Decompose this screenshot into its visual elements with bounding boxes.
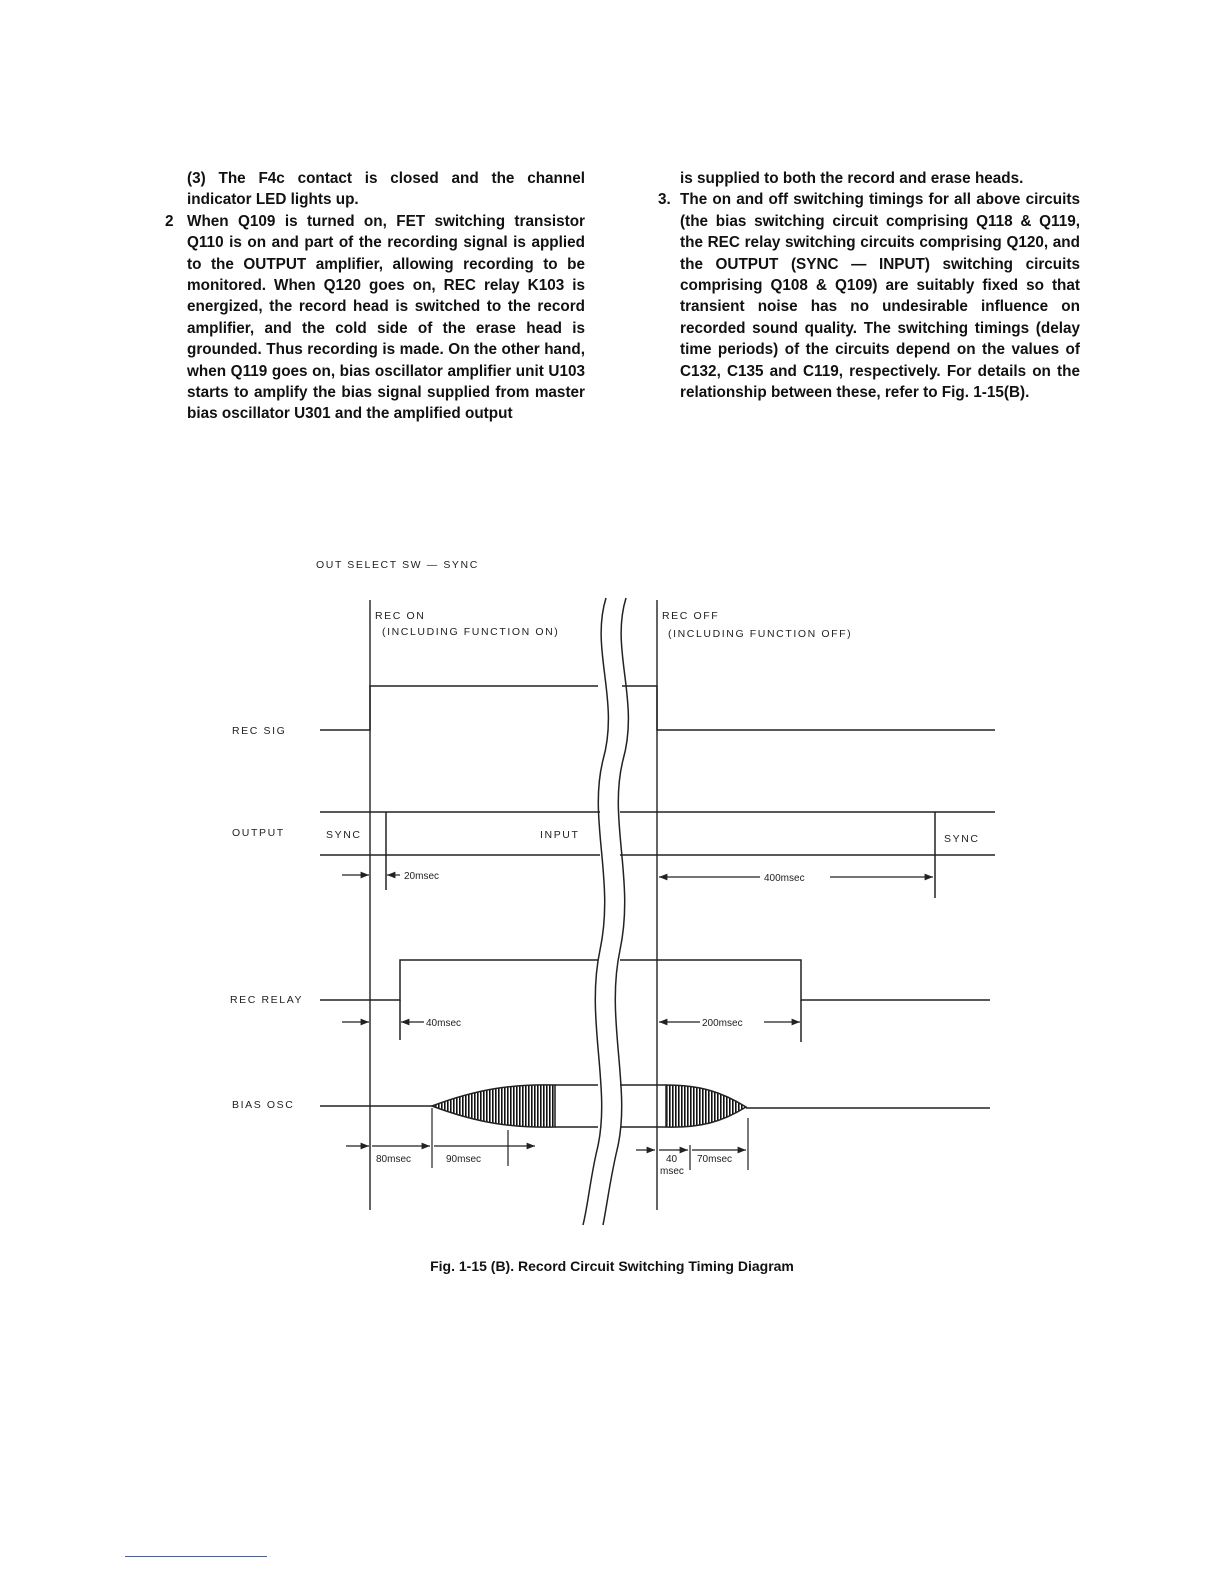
rec-relay-label: REC RELAY — [230, 994, 304, 1006]
figure-caption: Fig. 1-15 (B). Record Circuit Switching Timing Diagram — [430, 1258, 794, 1274]
break-marks — [583, 598, 628, 1225]
continuation-paragraph: is supplied to both the record and erase heads. — [680, 170, 1024, 187]
footnote-rule — [125, 1556, 267, 1557]
rec-off-sublabel: (INCLUDING FUNCTION OFF) — [668, 628, 853, 640]
relay-on-delay: 40msec — [426, 1018, 462, 1029]
item-3-text: The on and off switching timings for all above circuits (the bias switching circuit comprising Q118 & Q119, the REC relay switching circuits comprising Q120, and the OUTPUT (SYNC — INPUT) switching circuits comprising Q108 & Q109) are suitably fixed so that transient noise has no undesirable influence on recorded sound quality. The switching timings (delay time periods) of the circuits depend on the values of C132, C135 and C119, respectively. For details on the relationship between these, refer to Fig. 1-15(B). — [680, 191, 1080, 402]
bias-osc-waveform — [320, 1085, 990, 1127]
rec-off-label: REC OFF — [662, 610, 720, 622]
bias-on-delay: 80msec — [376, 1154, 412, 1165]
item-2-text: When Q109 is turned on, FET switching transistor Q110 is on and part of the recording signal is applied to the OUTPUT amplifier, allowing recording to be monitored. When Q120 goes on, REC relay K103 is energized, the record head is switched to the record amplifier, and the cold side of the erase head is grounded. Thus recording is made. On the other hand, when Q119 goes on, bias oscillator amplifier unit U103 starts to amplify the bias signal supplied from master bias oscillator U301 and the amplified output — [187, 212, 585, 423]
output-sync-left: SYNC — [326, 829, 362, 841]
item-2-label: 2 — [165, 212, 174, 230]
item-3-sub-label: (3) — [187, 170, 206, 187]
output-input: INPUT — [540, 829, 580, 841]
bias-off-delay-unit: msec — [660, 1166, 684, 1177]
bias-off-ramp: 70msec — [697, 1154, 733, 1165]
bias-off-delay-value: 40 — [666, 1154, 678, 1165]
rec-on-label: REC ON — [375, 610, 426, 622]
rec-relay-waveform — [320, 960, 990, 1042]
rec-sig-label: REC SIG — [232, 725, 287, 737]
output-off-delay: 400msec — [764, 873, 805, 884]
rec-sig-waveform — [320, 686, 995, 730]
item-3-sub-text: The F4c contact is closed and the channel indicator LED lights up. — [187, 170, 585, 209]
bias-on-ramp: 90msec — [446, 1154, 482, 1165]
out-select-header: OUT SELECT SW — SYNC — [316, 559, 479, 571]
item-3-label: 3. — [658, 191, 671, 209]
bias-osc-label: BIAS OSC — [232, 1099, 295, 1111]
rec-on-sublabel: (INCLUDING FUNCTION ON) — [382, 626, 560, 638]
relay-off-delay: 200msec — [702, 1018, 743, 1029]
output-sync-right: SYNC — [944, 833, 980, 845]
output-label: OUTPUT — [232, 827, 285, 839]
output-on-delay: 20msec — [404, 871, 440, 882]
